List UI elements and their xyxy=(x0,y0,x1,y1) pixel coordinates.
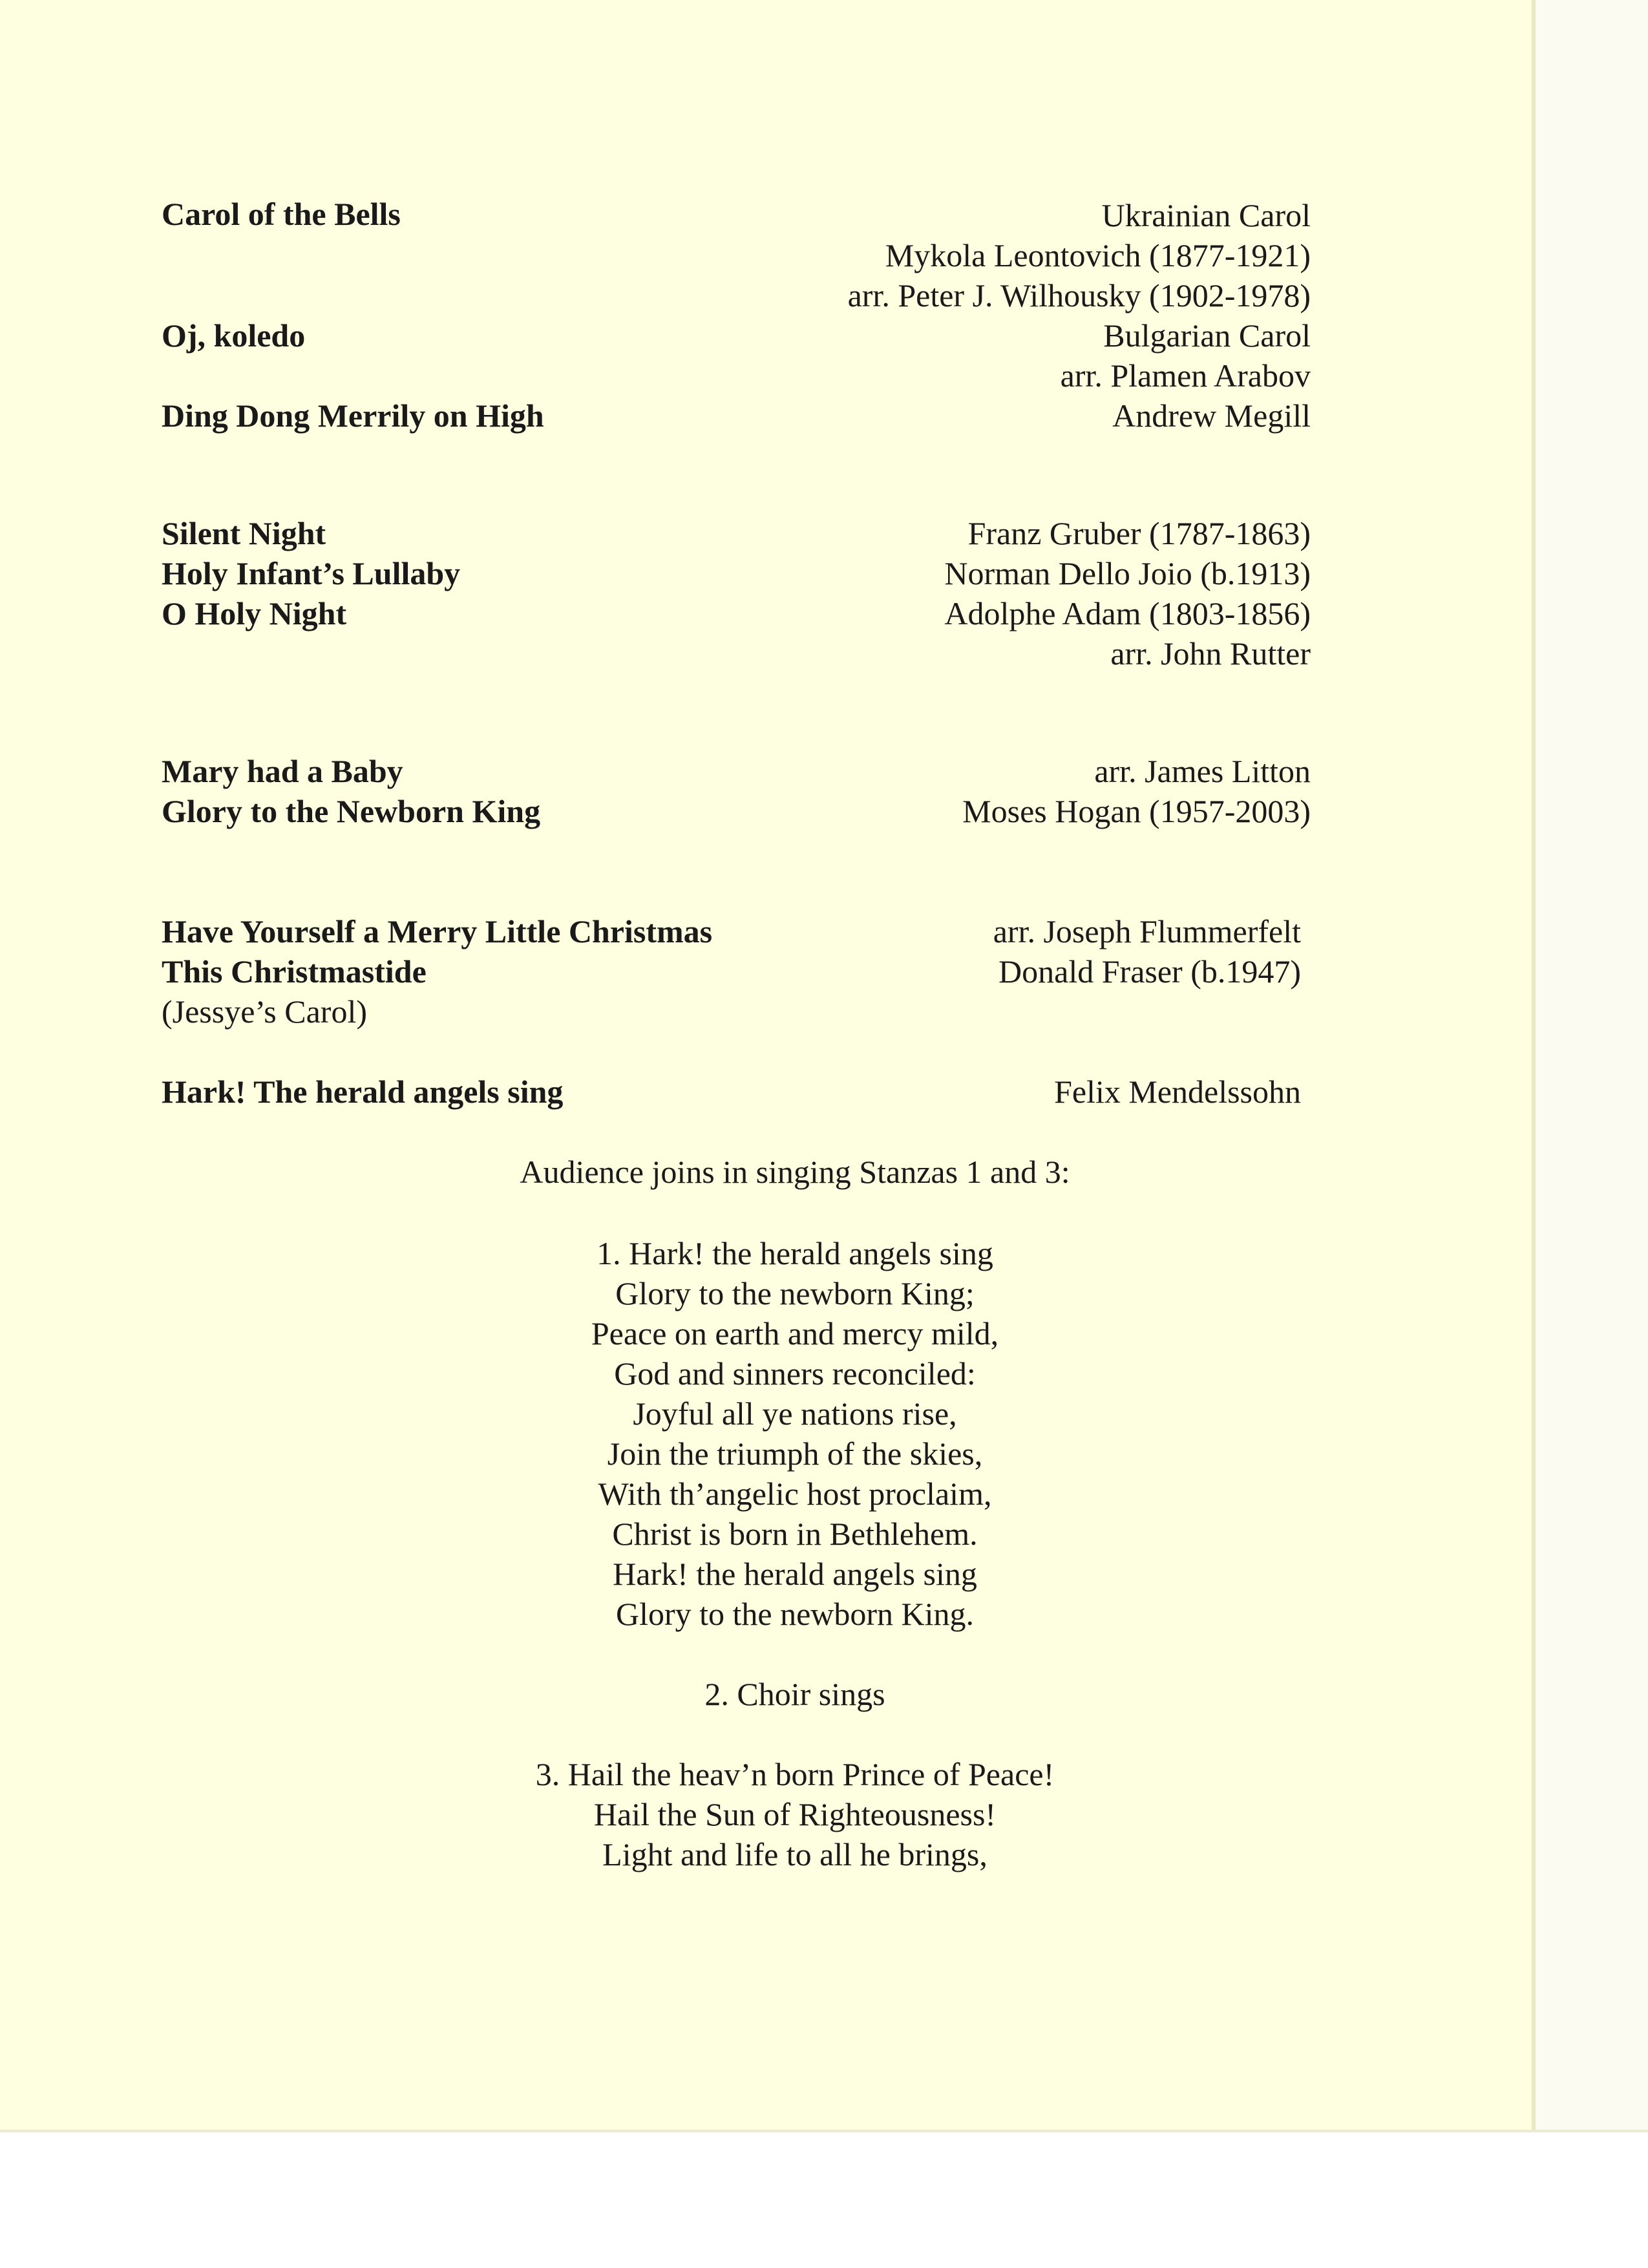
paper-bottom-edge xyxy=(0,2130,1648,2132)
piece-title: Oj, koledo xyxy=(162,317,306,354)
lyric-line: 1. Hark! the herald angels sing xyxy=(597,1235,993,1271)
piece-credit: arr. Joseph Flummerfelt xyxy=(993,913,1301,949)
piece-credit: Felix Mendelssohn xyxy=(1054,1074,1301,1110)
lyric-line: Joyful all ye nations rise, xyxy=(633,1395,957,1432)
lyric-line: With th’angelic host proclaim, xyxy=(598,1476,992,1512)
piece-credit: arr. John Rutter xyxy=(1110,635,1311,672)
piece-credit: Donald Fraser (b.1947) xyxy=(998,953,1301,990)
piece-title: Glory to the Newborn King xyxy=(162,793,541,829)
lyric-line: Peace on earth and mercy mild, xyxy=(591,1315,999,1351)
piece-title: Silent Night xyxy=(162,515,326,551)
lyric-line: Join the triumph of the skies, xyxy=(607,1436,983,1472)
piece-credit: Bulgarian Carol xyxy=(1103,317,1311,354)
piece-credit: Andrew Megill xyxy=(1112,397,1311,434)
piece-title: Ding Dong Merrily on High xyxy=(162,397,544,434)
scan-margin xyxy=(1536,0,1648,2130)
piece-credit: Ukrainian Carol xyxy=(1101,197,1311,233)
piece-title: Holy Infant’s Lullaby xyxy=(162,555,461,591)
lyric-line: Light and life to all he brings, xyxy=(602,1836,988,1872)
piece-title: This Christmastide xyxy=(162,953,427,990)
piece-credit: Moses Hogan (1957-2003) xyxy=(962,793,1311,829)
piece-credit: Norman Dello Joio (b.1913) xyxy=(944,555,1311,591)
piece-credit: arr. Peter J. Wilhousky (1902-1978) xyxy=(847,277,1311,313)
stanza-note: 2. Choir sings xyxy=(704,1676,885,1712)
piece-credit: Adolphe Adam (1803-1856) xyxy=(944,595,1311,631)
audience-note: Audience joins in singing Stanzas 1 and 3: xyxy=(520,1154,1070,1190)
piece-title: O Holy Night xyxy=(162,595,347,631)
piece-credit: Mykola Leontovich (1877-1921) xyxy=(885,237,1311,273)
lyric-line: Hark! the herald angels sing xyxy=(613,1556,977,1592)
piece-credit: arr. Plamen Arabov xyxy=(1060,357,1311,394)
piece-title: Hark! The herald angels sing xyxy=(162,1074,564,1110)
piece-subtitle: (Jessye’s Carol) xyxy=(162,993,367,1030)
piece-title: Have Yourself a Merry Little Christmas xyxy=(162,913,713,949)
lyric-line: Hail the Sun of Righteousness! xyxy=(593,1796,997,1832)
lyric-line: 3. Hail the heav’n born Prince of Peace! xyxy=(535,1756,1055,1792)
piece-title: Carol of the Bells xyxy=(162,196,401,232)
piece-credit: Franz Gruber (1787-1863) xyxy=(967,515,1311,551)
piece-credit: arr. James Litton xyxy=(1094,753,1311,789)
piece-title: Mary had a Baby xyxy=(162,753,403,789)
lyric-line: Glory to the newborn King; xyxy=(615,1275,975,1311)
lyric-line: Christ is born in Bethlehem. xyxy=(612,1516,978,1552)
lyric-line: God and sinners reconciled: xyxy=(614,1355,976,1392)
lyric-line: Glory to the newborn King. xyxy=(615,1596,975,1632)
